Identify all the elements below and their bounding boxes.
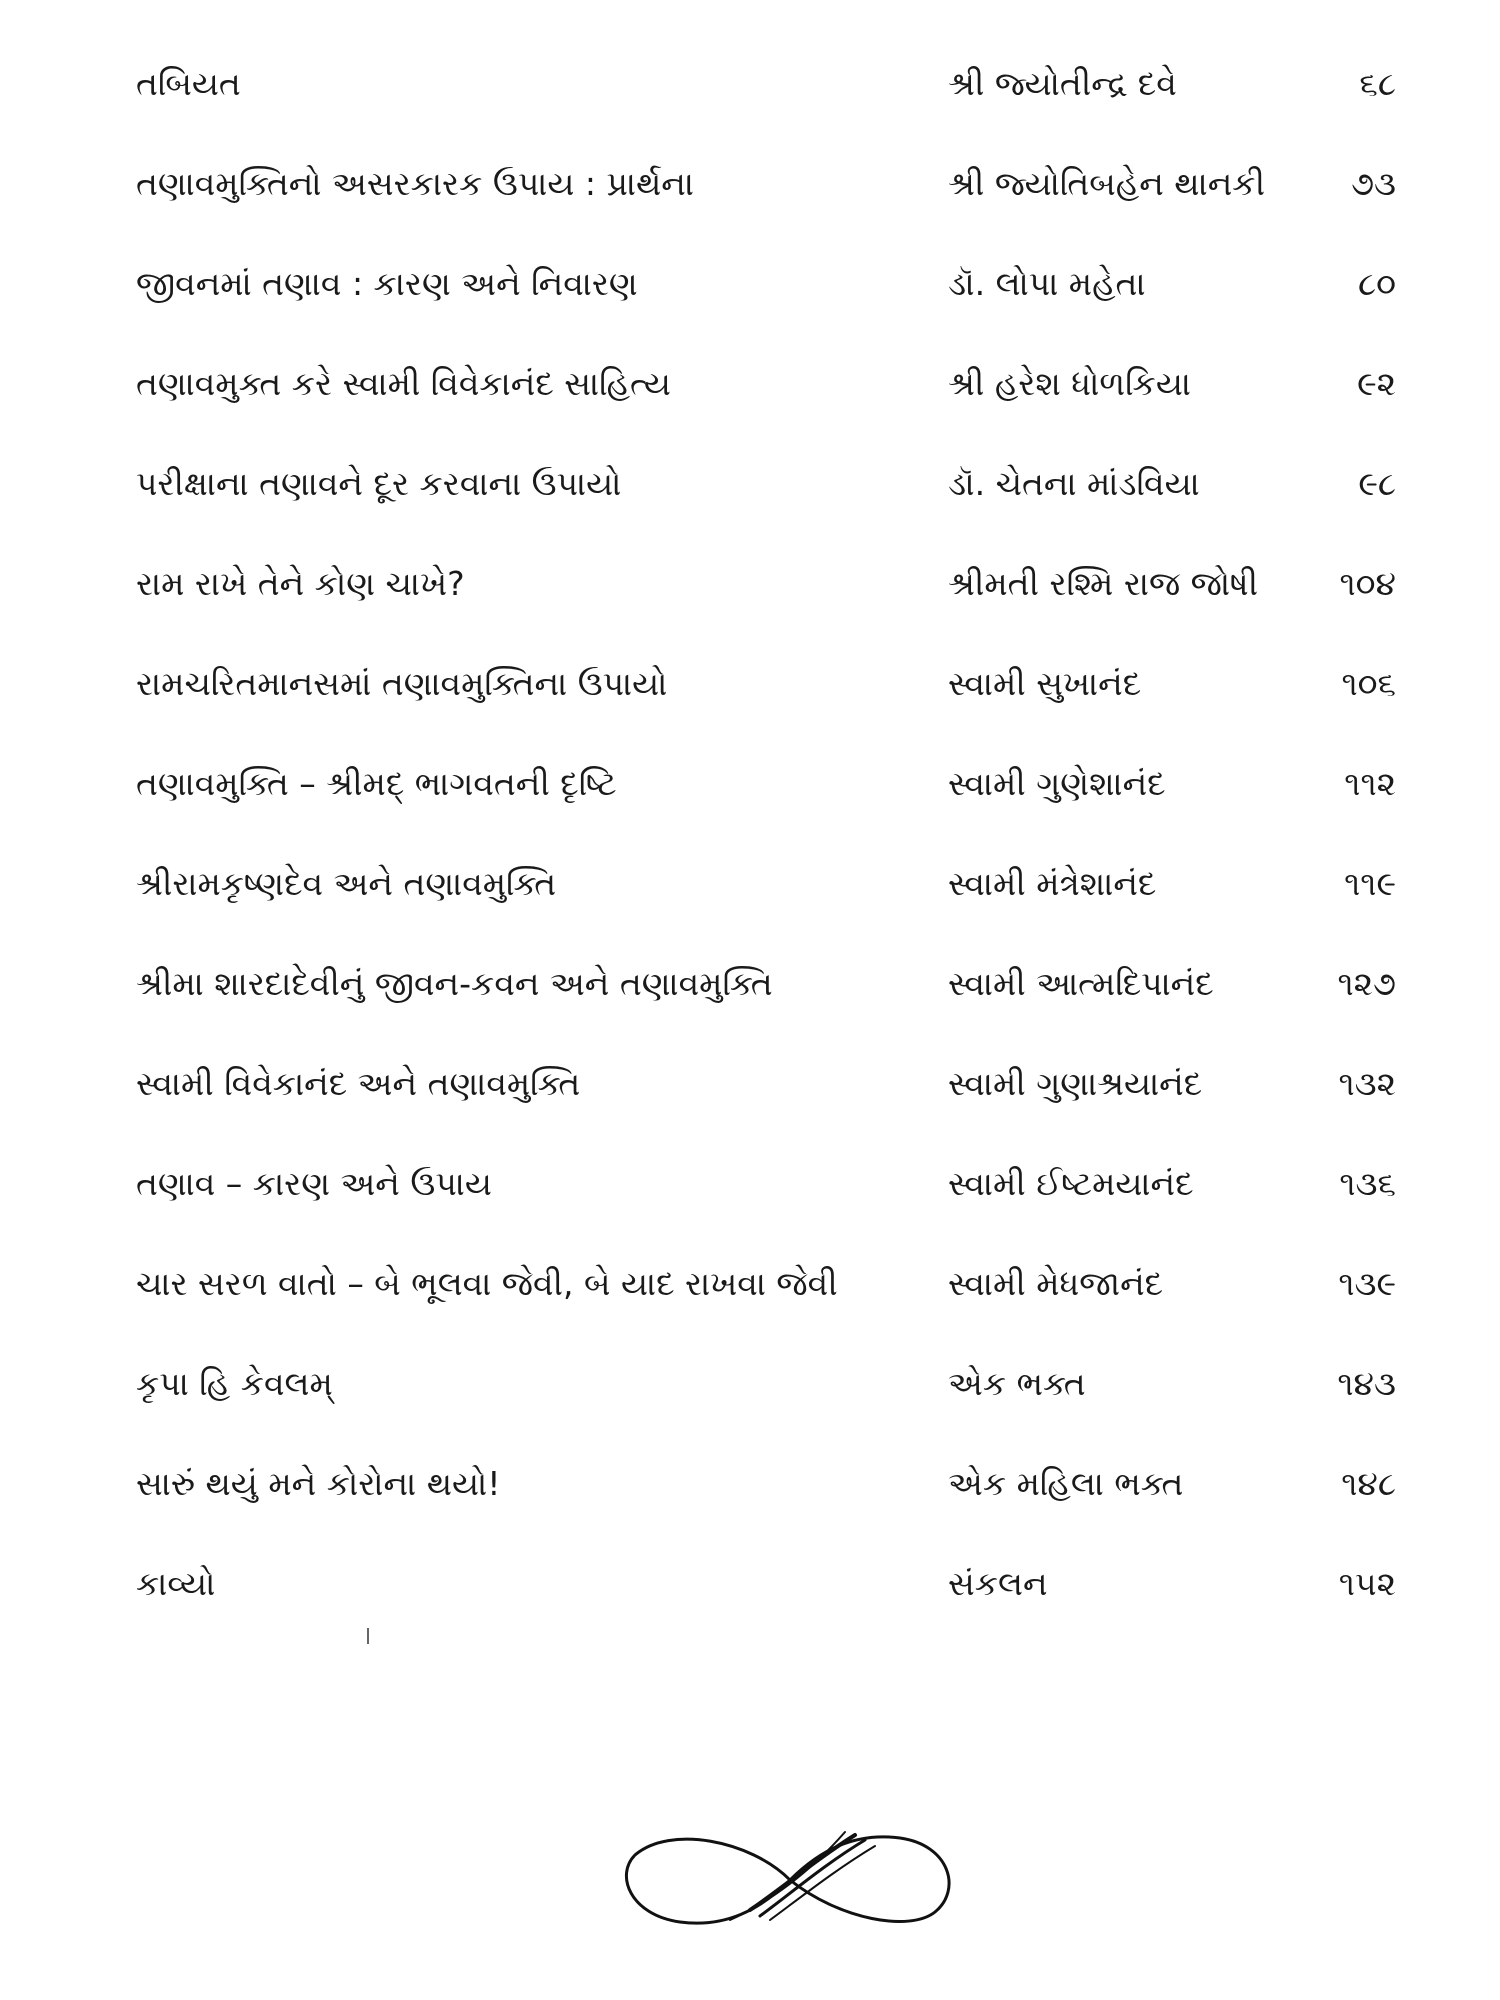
toc-entry [0, 862, 1500, 962]
toc-entry-title: સ્વામી વિવેકાનંદ અને તણાવમુક્તિ [136, 1064, 581, 1103]
toc-entry-page: ૮૦ [1357, 264, 1396, 303]
toc-entry-page: ૧૦૪ [1339, 564, 1396, 603]
toc-entry [0, 62, 1500, 162]
toc-entry-title: શ્રીરામકૃષ્ણદેવ અને તણાવમુક્તિ [136, 864, 557, 903]
toc-entry-author: સ્વામી આત્મદિપાનંદ [948, 964, 1214, 1003]
toc-entry-title: કાવ્યો [136, 1564, 216, 1603]
toc-entry [0, 962, 1500, 1062]
toc-entry-author: ડૉ. લોપા મહેતા [948, 264, 1146, 303]
toc-entry-page: ૧૫૨ [1338, 1564, 1396, 1603]
toc-entry [0, 1362, 1500, 1462]
toc-entry-page: ૬૮ [1359, 64, 1396, 103]
toc-entry-page: ૧૦૬ [1341, 664, 1396, 703]
toc-entry-author: શ્રી હરેશ ધોળકિયા [948, 364, 1191, 403]
toc-entry [0, 762, 1500, 862]
infinity-flourish-icon [610, 1820, 970, 1940]
toc-entry [0, 462, 1500, 562]
toc-entry-title: રામ રાખે તેને કોણ ચાખે? [136, 564, 465, 603]
toc-entry-page: ૧૪૮ [1341, 1464, 1396, 1503]
toc-entry-author: ડૉ. ચેતના માંડવિયા [948, 464, 1200, 503]
toc-entry-page: ૧૧૨ [1344, 764, 1396, 803]
toc-entry-page: ૧૩૨ [1338, 1064, 1396, 1103]
toc-entry-page: ૧૩૯ [1338, 1264, 1396, 1303]
toc-entry-title: તણાવમુક્ત કરે સ્વામી વિવેકાનંદ સાહિત્ય [136, 364, 671, 403]
toc-entry-title: તણાવમુક્તિનો અસરકારક ઉપાય : પ્રાર્થના [136, 164, 694, 203]
toc-entry-page: ૯૨ [1357, 364, 1396, 403]
toc-entry [0, 162, 1500, 262]
toc-entry-author: એક મહિલા ભક્ત [948, 1464, 1184, 1503]
toc-entry-author: સ્વામી સુખાનંદ [948, 664, 1142, 703]
toc-entry-author: સ્વામી ગુણાશ્રયાનંદ [948, 1064, 1203, 1103]
toc-entry-title: શ્રીમા શારદાદેવીનું જીવન-કવન અને તણાવમુક્તિ [136, 964, 773, 1003]
toc-entry-author: શ્રી જ્યોતિબહેન થાનકી [948, 164, 1266, 203]
toc-entry [0, 262, 1500, 362]
toc-entry [0, 362, 1500, 462]
toc-entry [0, 1462, 1500, 1562]
toc-entry-title: રામચરિતમાનસમાં તણાવમુક્તિના ઉપાયો [136, 664, 668, 703]
toc-entry-page: ૧૩૬ [1339, 1164, 1396, 1203]
toc-entry-title: તબિયત [136, 64, 241, 103]
toc-entry-title: પરીક્ષાના તણાવને દૂર કરવાના ઉપાયો [136, 464, 622, 503]
toc-entry [0, 662, 1500, 762]
toc-entry-author: શ્રી જ્યોતીન્દ્ર દવે [948, 64, 1177, 103]
toc-entry [0, 1562, 1500, 1662]
toc-entry [0, 562, 1500, 662]
toc-entry-page: ૧૪૩ [1337, 1364, 1396, 1403]
toc-entry-page: ૧૧૯ [1344, 864, 1396, 903]
toc-entry-author: એક ભક્ત [948, 1364, 1086, 1403]
toc-entry-author: સ્વામી મેધજાનંદ [948, 1264, 1164, 1303]
toc-entry-page: ૯૮ [1358, 464, 1396, 503]
table-of-contents [0, 62, 1500, 1662]
toc-entry [0, 1062, 1500, 1162]
toc-entry-title: તણાવમુક્તિ – શ્રીમદ્ ભાગવતની દૃષ્ટિ [136, 764, 617, 803]
toc-entry-author: સ્વામી મંત્રેશાનંદ [948, 864, 1157, 903]
toc-entry-title: ચાર સરળ વાતો – બે ભૂલવા જેવી, બે યાદ રાખવા જેવી [136, 1264, 838, 1303]
stray-mark [367, 1628, 369, 1644]
toc-entry-title: જીવનમાં તણાવ : કારણ અને નિવારણ [136, 264, 638, 303]
toc-entry-author: સ્વામી ઈષ્ટમયાનંદ [948, 1164, 1194, 1203]
toc-entry [0, 1162, 1500, 1262]
toc-entry-page: ૧૨૭ [1337, 964, 1396, 1003]
toc-entry-page: ૭૩ [1351, 164, 1396, 203]
toc-entry-title: કૃપા હિ કેવલમ્ [136, 1364, 333, 1403]
toc-entry-author: સ્વામી ગુણેશાનંદ [948, 764, 1166, 803]
toc-entry-author: શ્રીમતી રશ્મિ રાજ જોષી [948, 564, 1259, 603]
toc-entry-title: સારું થયું મને કોરોના થયો! [136, 1464, 501, 1503]
toc-entry-author: સંકલન [948, 1564, 1048, 1603]
toc-entry-title: તણાવ – કારણ અને ઉપાય [136, 1164, 492, 1203]
toc-entry [0, 1262, 1500, 1362]
